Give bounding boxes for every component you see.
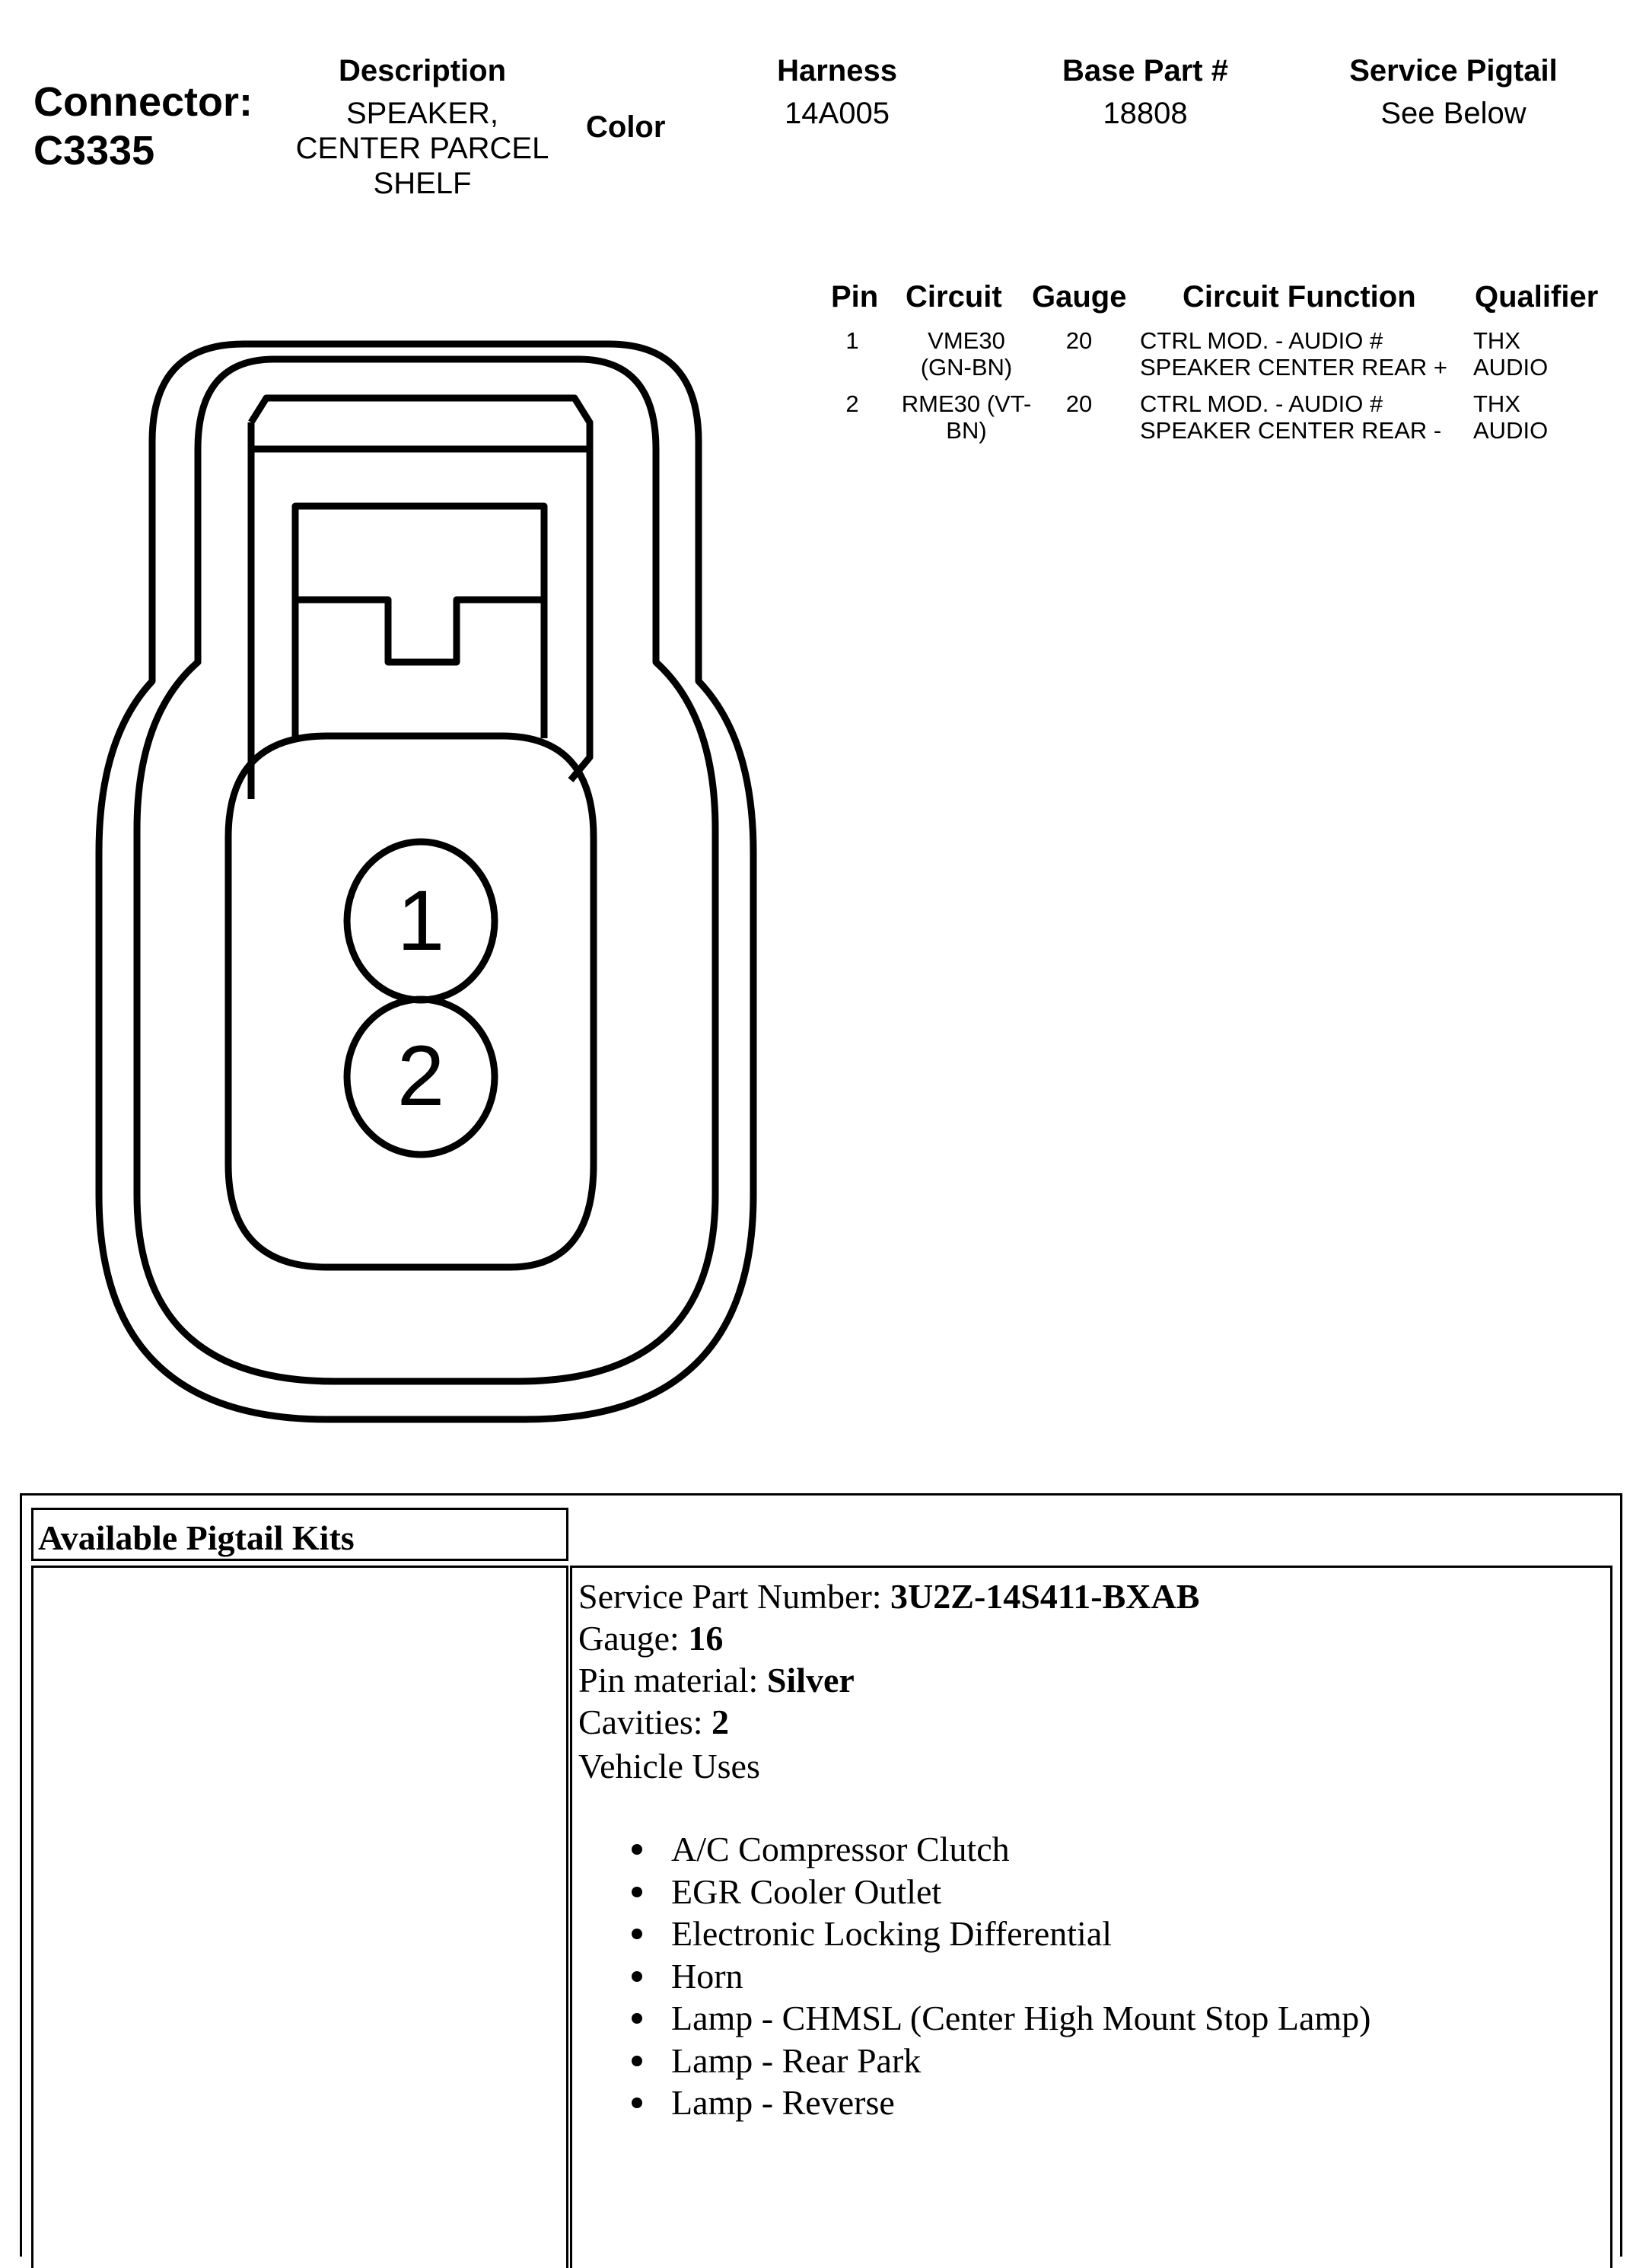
list-item-text: A/C Compressor Clutch [671, 1830, 1010, 1868]
qualifier-line: AUDIO [1473, 417, 1549, 444]
pigtail-image-cell [31, 1566, 568, 2268]
description-heading: Description [338, 54, 507, 88]
harness-value: 14A005 [785, 97, 890, 130]
function-cell [1140, 327, 1447, 381]
function-line: CTRL MOD. - AUDIO # [1140, 390, 1383, 417]
service-pigtail-heading: Service Pigtail [1349, 54, 1558, 88]
qualifier-header: Qualifier [1475, 280, 1599, 314]
circuit-header: Circuit [906, 280, 1002, 314]
pigtail-kits-title: Available Pigtail Kits [38, 1518, 355, 1557]
pigtail-kits-table [20, 1493, 1622, 2257]
circuit-line: VME30 [928, 327, 1005, 354]
pigtail-kits-header-cell [31, 1508, 568, 1561]
bullet-icon [632, 2056, 642, 2066]
function-line: CTRL MOD. - AUDIO # [1140, 327, 1383, 354]
list-item [632, 1913, 1370, 1955]
bullet-icon [632, 1887, 642, 1897]
pin-material-value: Silver [766, 1661, 855, 1699]
bullet-icon [632, 1971, 642, 1982]
gauge-value: 16 [688, 1619, 724, 1658]
pin-number: 2 [845, 390, 859, 417]
function-line: SPEAKER CENTER REAR - [1140, 417, 1442, 444]
base-part-column [1035, 53, 1256, 131]
color-heading: Color [586, 110, 666, 144]
pin-1-label: 1 [396, 873, 445, 968]
description-line: CENTER PARCEL [295, 132, 549, 165]
list-item [632, 2040, 1370, 2082]
base-part-value: 18808 [1103, 97, 1188, 130]
list-item-text: EGR Cooler Outlet [671, 1871, 942, 1911]
harness-column [731, 53, 944, 131]
service-pigtail-value: See Below [1380, 97, 1526, 130]
pin-header: Pin [831, 280, 879, 314]
description-line: SHELF [373, 167, 472, 200]
pin-number: 1 [845, 327, 859, 354]
service-pigtail-column [1324, 53, 1583, 131]
latch-notch [295, 600, 544, 662]
latch-outline [251, 398, 590, 780]
function-cell [1140, 390, 1441, 444]
qualifier-line: AUDIO [1473, 354, 1549, 381]
gauge-cell: 20 [1065, 327, 1093, 354]
function-header: Circuit Function [1183, 280, 1416, 314]
gauge-cell: 20 [1065, 390, 1093, 417]
pin-material-label: Pin material: [578, 1661, 767, 1699]
vehicle-uses-list [632, 1828, 1370, 2124]
pin-material-row [578, 1659, 855, 1701]
connector-title [33, 78, 253, 175]
qualifier-cell [1473, 327, 1548, 381]
bullet-icon [632, 2098, 642, 2108]
circuit-line: (GN-BN) [920, 354, 1013, 381]
circuit-line: RME30 (VT- [901, 390, 1032, 417]
list-item-text: Lamp - Reverse [671, 2083, 895, 2122]
bullet-icon [632, 1844, 642, 1855]
connector-label: Connector: [33, 79, 253, 125]
qualifier-line: THX [1473, 390, 1520, 417]
gauge-row [578, 1617, 723, 1659]
service-part-number-row [578, 1575, 1199, 1617]
vehicle-uses-label: Vehicle Uses [578, 1747, 760, 1785]
description-column [285, 53, 559, 201]
pigtail-details-cell [570, 1566, 1612, 2268]
connector-id: C3335 [33, 128, 155, 174]
gauge-header: Gauge [1032, 280, 1127, 314]
circuit-cell [883, 327, 1050, 381]
connector-face-diagram [84, 335, 769, 1431]
bullet-icon [632, 2013, 642, 2024]
pin-2-label: 2 [396, 1028, 445, 1123]
qualifier-cell [1473, 390, 1548, 444]
list-item-text: Electronic Locking Differential [671, 1914, 1113, 1953]
function-line: SPEAKER CENTER REAR + [1140, 354, 1447, 381]
service-part-number-value: 3U2Z-14S411-BXAB [890, 1577, 1200, 1616]
description-line: SPEAKER, [345, 97, 499, 130]
harness-heading: Harness [777, 54, 897, 88]
gauge-label: Gauge: [578, 1619, 689, 1658]
list-item [632, 1871, 1370, 1913]
cavities-row [578, 1701, 729, 1743]
qualifier-line: THX [1473, 327, 1520, 354]
list-item-text: Horn [671, 1956, 743, 1996]
service-part-number-label: Service Part Number: [578, 1577, 891, 1616]
list-item [632, 1997, 1370, 2040]
list-item [632, 1955, 1370, 1998]
list-item-text: Lamp - CHMSL (Center High Mount Stop Lamp) [671, 1999, 1371, 2037]
base-part-heading: Base Part # [1062, 54, 1228, 88]
bullet-icon [632, 1929, 642, 1939]
list-item [632, 2082, 1370, 2124]
list-item [632, 1828, 1370, 1871]
cavities-label: Cavities: [578, 1703, 712, 1741]
list-item-text: Lamp - Rear Park [671, 2040, 922, 2080]
cavities-value: 2 [711, 1703, 730, 1741]
latch-window [295, 506, 544, 738]
circuit-line: BN) [946, 417, 987, 444]
housing-inner-outline [137, 359, 715, 1381]
circuit-cell [883, 390, 1050, 444]
